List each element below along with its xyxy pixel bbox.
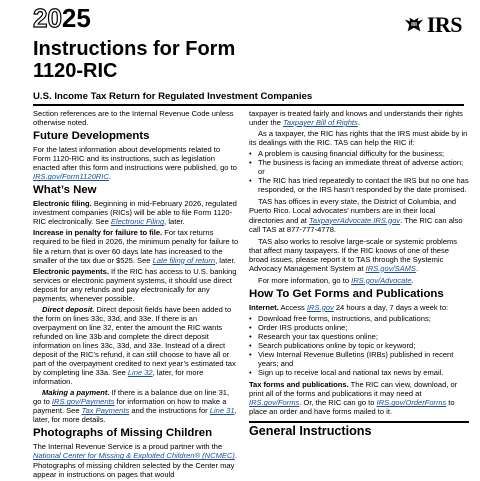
list-item: • Order IRS products online; — [249, 323, 469, 332]
internet-paragraph: Internet. Access IRS.gov 24 hours a day, 7 days a week to: — [249, 302, 449, 312]
year-prefix: 20 — [33, 3, 62, 33]
electronic-filing-link[interactable]: Electronic Filing — [110, 217, 165, 227]
tas-help-list — [249, 149, 469, 194]
tax-payments-link[interactable]: Tax Payments — [81, 406, 130, 416]
sams-link[interactable]: IRS.gov/SAMS — [365, 263, 416, 273]
form-year — [33, 4, 91, 32]
future-developments-text: For the latest information about developments related to Form 1120-RIC and its instructions, such as legislation enacted after this form and instructions were published, go to IRS.gov/Form1120RIC. — [33, 145, 237, 182]
list-item: • Research your tax questions online; — [249, 332, 469, 341]
payments-link[interactable]: IRS.gov/Payments — [51, 397, 115, 407]
general-instructions-rule — [249, 421, 469, 423]
line-31-link[interactable]: Line 31 — [209, 406, 235, 416]
making-payment-paragraph: Making a payment. If there is a balance due on line 31, go to IRS.gov/Payments for information on how to make a payment. See Tax Payments and the instructions for Line 31, later, for more details. — [33, 388, 237, 425]
taxpayer-bill-of-rights-link[interactable]: Taxpayer Bill of Rights — [283, 118, 358, 128]
list-item: • The business is facing an immediate threat of adverse action; or — [249, 158, 469, 176]
list-item: • Download free forms, instructions, and publications; — [249, 314, 469, 323]
general-instructions-heading: General Instructions — [249, 423, 372, 438]
title-line-1: Instructions for Form — [33, 38, 236, 60]
intro-text: Section references are to the Internal Revenue Code unless otherwise noted. — [33, 109, 234, 128]
header-rule — [33, 104, 464, 106]
advocate-link[interactable]: IRS.gov/Advocate — [351, 275, 412, 285]
whats-new-heading: What’s New — [33, 184, 97, 197]
internet-list — [249, 314, 469, 377]
electronic-filing-paragraph: Electronic filing. Beginning in mid-February 2026, regulated investment companies (RICs) will be able to file Form 1120-RIC electronically. See Electronic Filing, later. — [33, 199, 237, 227]
year-suffix: 25 — [61, 3, 91, 33]
list-item: • Sign up to receive local and national tax news by email. — [249, 368, 469, 377]
page-title — [33, 38, 235, 82]
order-forms-link[interactable]: IRS.gov/OrderForms — [376, 398, 447, 408]
future-developments-heading: Future Developments — [33, 130, 150, 143]
right-column — [249, 109, 469, 440]
taxpayer-rights-text: taxpayer is treated fairly and knows and understands their rights under the Taxpayer Bill of Rights. — [249, 109, 463, 128]
form-1120ric-link[interactable]: IRS.gov/Form1120RIC — [33, 172, 109, 182]
direct-deposit-paragraph: Direct deposit. Direct deposit fields have been added to the form on lines 33c, 33d, and 33e. If there is an overpayment on line 32, enter the amount the RIC wants refunded on line 33b and complete the direct deposit information on lines 33c, 33d, and 33e. Instead of a direct deposit of the RIC’s refund, it can still choose to have all or part of the overpayment credited to next year’s estimated tax by completing line 33a. See Line 32, later, for more information. — [33, 304, 236, 387]
more-info-text: For more information, go to IRS.gov/Advocate. — [258, 275, 414, 285]
ncmec-link[interactable]: National Center for Missing & Exploited Children® (NCMEC) — [33, 451, 235, 461]
tas-offices-text: TAS has offices in every state, the District of Columbia, and Puerto Rico. Local advocates’ numbers are in their local directories and at TaxpayerAdvocate.IRS.gov. The RIC can also call TAS at 877-777-4778. — [249, 197, 463, 234]
electronic-payments-paragraph: Electronic payments. If the RIC has access to U.S. banking services or electronic payment systems, it should use direct deposit for any refunds and pay electronically for any payments, whenever possible. — [33, 266, 237, 303]
list-item: • The RIC has tried repeatedly to contact the IRS but no one has responded, or the IRS hasn’t responded by the date promised. — [249, 176, 469, 194]
missing-children-text: The Internal Revenue Service is a proud partner with the National Center for Missing & Exploited Children® (NCMEC). Photographs of missing children selected by the Center may appear in instructions on pages that would — [33, 442, 237, 479]
tax-forms-paragraph: Tax forms and publications. The RIC can view, download, or print all of the forms and publications it may need at IRS.gov/Forms. Or, the RIC can go to IRS.gov/OrderForms to place an order and have forms mailed to it. — [249, 380, 458, 417]
late-filing-link[interactable]: Late filing of return — [152, 255, 216, 265]
left-column — [33, 109, 239, 481]
irs-logo — [403, 14, 462, 36]
irs-forms-link[interactable]: IRS.gov/Forms — [249, 398, 300, 408]
page-subtitle: U.S. Income Tax Return for Regulated Investment Companies — [33, 91, 313, 102]
line-32-link[interactable]: Line 32 — [127, 368, 153, 378]
get-forms-heading: How To Get Forms and Publications — [249, 287, 444, 300]
eagle-icon — [403, 14, 425, 36]
sams-text: TAS also works to resolve large-scale or systemic problems that affect many taxpayers. If the RIC knows of one of these broad issues, please report it to TAS through the Systemic Advocacy Management System at IRS.gov/SAMS. — [249, 236, 458, 273]
taxpayer-advocate-link[interactable]: TaxpayerAdvocate.IRS.gov — [309, 215, 401, 225]
tas-intro-text: As a taxpayer, the RIC has rights that the IRS must abide by in its dealings with the RIC. TAS can help the RIC if: — [249, 129, 468, 148]
list-item: • View Internal Revenue Bulletins (IRBs) published in recent years; and — [249, 350, 469, 368]
penalty-paragraph: Increase in penalty for failure to file. For tax returns required to be filed in 2026, the minimum penalty for failure to file a return that is over 60 days late has increased to the smaller of the tax due or $525. See Late filing of return, later. — [33, 228, 239, 265]
title-line-2: 1120-RIC — [33, 60, 118, 82]
missing-children-heading: Photographs of Missing Children — [33, 427, 213, 440]
irs-gov-link[interactable]: IRS.gov — [306, 302, 334, 312]
irs-logo-text: IRS — [426, 12, 462, 37]
list-item: • Search publications online by topic or keyword; — [249, 341, 469, 350]
list-item: • A problem is causing financial difficulty for the business; — [249, 149, 469, 158]
